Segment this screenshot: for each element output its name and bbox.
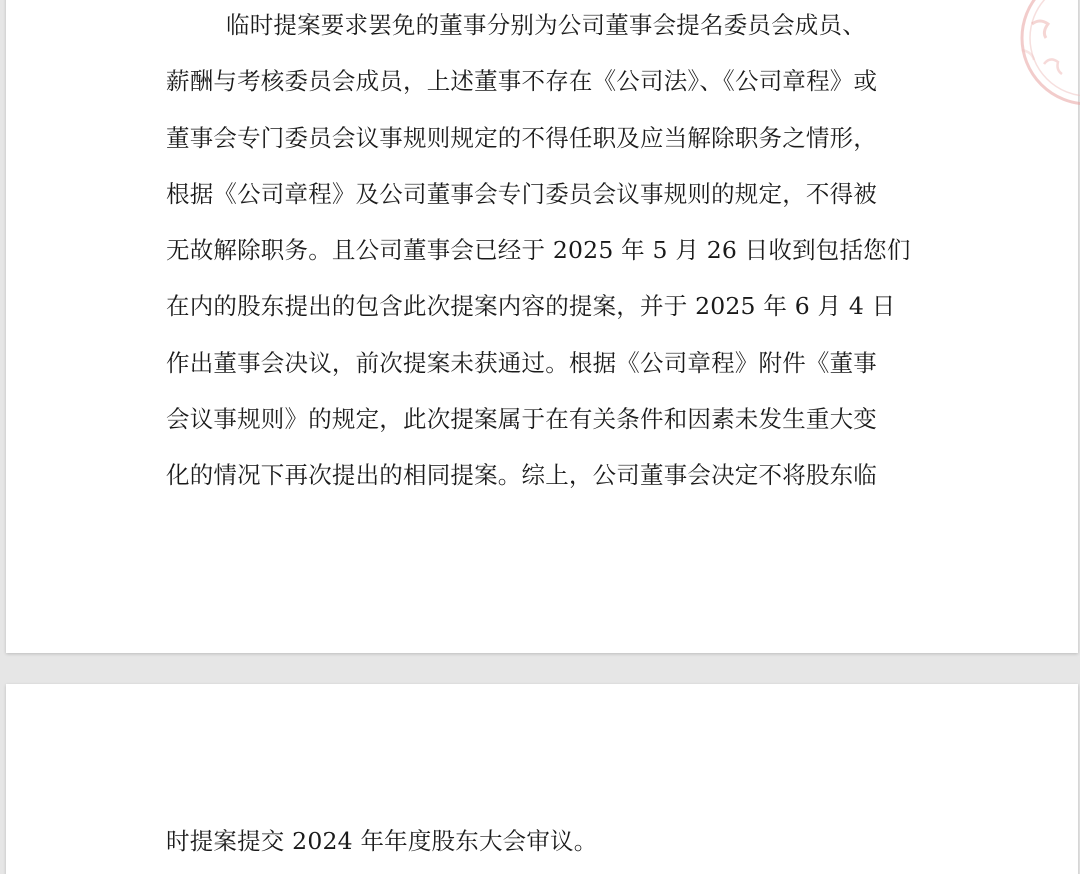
paragraph-line-8: 会议事规则》的规定，此次提案属于在有关条件和因素未发生重大变	[166, 405, 877, 433]
paragraph-line-6: 在内的股东提出的包含此次提案内容的提案，并于 2025 年 6 月 4 日	[166, 292, 896, 320]
paragraph-line-1: 临时提案要求罢免的董事分别为公司董事会提名委员会成员、	[226, 11, 866, 39]
paragraph-line-3: 董事会专门委员会议事规则规定的不得任职及应当解除职务之情形，	[166, 124, 877, 152]
company-seal-stamp	[992, 0, 1080, 110]
paragraph-line-7: 作出董事会决议，前次提案未获通过。根据《公司章程》附件《董事	[166, 349, 877, 377]
paragraph-line-2: 薪酬与考核委员会成员，上述董事不存在《公司法》、《公司章程》或	[166, 67, 878, 95]
paragraph-line-5: 无故解除职务。且公司董事会已经于 2025 年 5 月 26 日收到包括您们	[166, 236, 911, 264]
document-page-1	[6, 0, 1078, 653]
paragraph-line-10: 时提案提交 2024 年年度股东大会审议。	[166, 827, 598, 855]
document-page-2	[6, 684, 1078, 874]
paragraph-line-9: 化的情况下再次提出的相同提案。综上，公司董事会决定不将股东临	[166, 461, 877, 489]
paragraph-line-4: 根据《公司章程》及公司董事会专门委员会议事规则的规定，不得被	[166, 180, 877, 208]
